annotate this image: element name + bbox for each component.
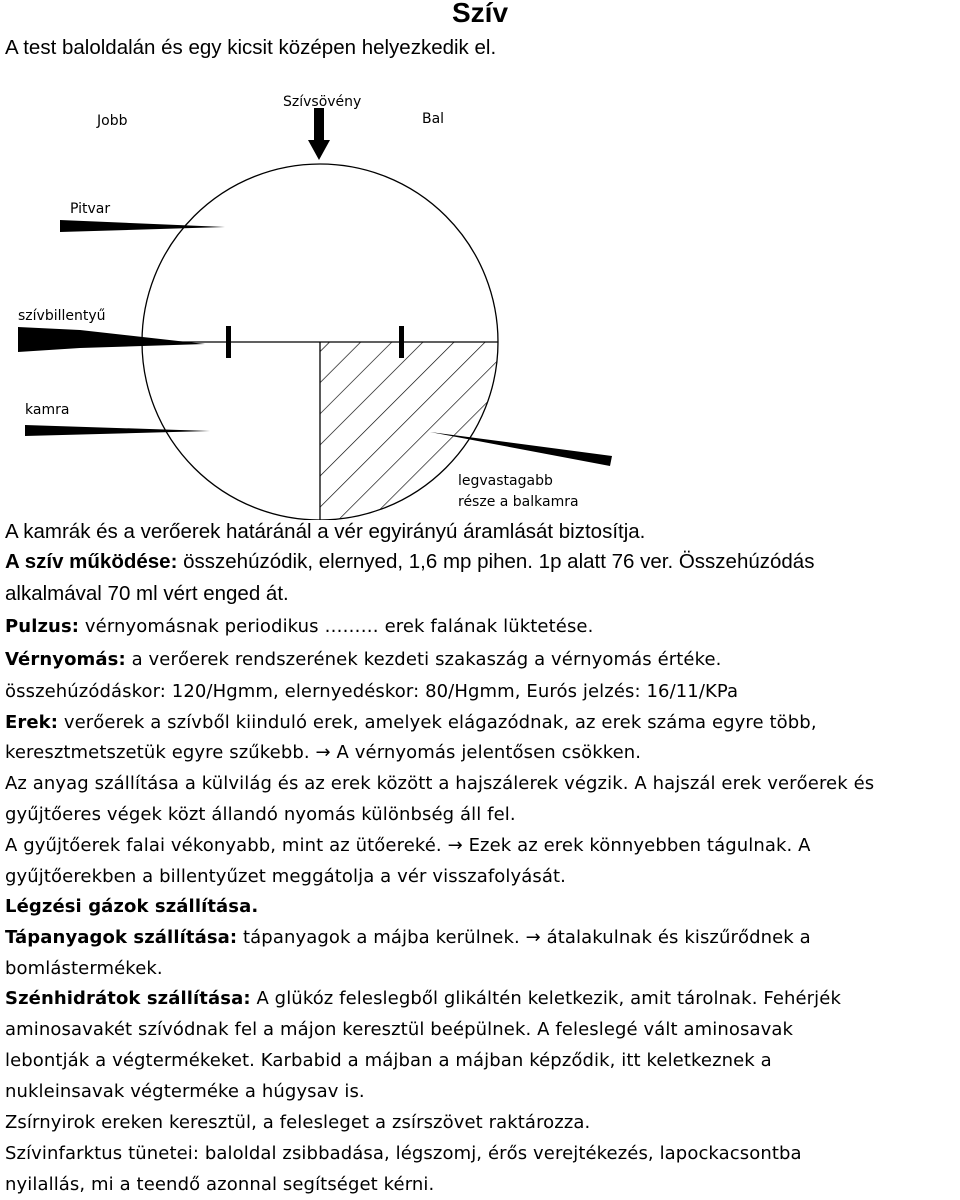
blood-pressure-label: Vérnyomás: [5,649,126,670]
label-pitvar: Pitvar [70,201,111,217]
label-kamra: kamra [25,402,70,418]
page-title: Szív [451,0,509,28]
text-line-18: lebontják a végtermékeket. Karbabid a májban a májban képződik, itt keletkeznek a [5,1050,772,1071]
text-line-14 [5,923,811,953]
pulse-label: Pulzus: [5,616,80,637]
label-szivbillentyu: szívbillentyű [18,308,106,324]
text-line-13: Légzési gázok szállítása. [5,896,259,917]
label-jobb: Jobb [97,113,128,129]
text-line-2 [5,547,814,577]
text-line-9: Az anyag szállítása a külvilág és az erek között a hajszálerek végzik. A hajszál erek verőerek és [5,773,875,794]
text-line-5 [5,645,721,675]
text-line-21: Szívinfarktus tünetei: baloldal zsibbadása, légszomj, érős verejtékezés, lapockacsontba [5,1143,802,1164]
text-line-1: A kamrák és a verőerek határánál a vér egyirányú áramlását biztosítja. [5,520,646,543]
heart-function-label: A szív működése: [5,550,178,573]
valve-arrow [18,327,205,352]
text-line-22: nyilallás, mi a teendő azonnal segítséget kérni. [5,1174,435,1195]
pitvar-arrow [60,220,225,232]
text-line-11: A gyűjtőerek falai vékonyabb, mint az ütőereké. → Ezek az erek könnyebben tágulnak. A [5,835,811,856]
right-valve-mark [226,326,231,358]
left-valve-mark [399,326,404,358]
text-line-20: Zsírnyirok ereken keresztül, a felesleget a zsírszövet raktározza. [5,1112,591,1133]
carbohydrates-text: A glükóz feleslegből glikáltén keletkezik, amit tárolnak. Fehérjék [250,988,841,1009]
label-bal: Bal [422,111,445,127]
text-line-19: nukleinsavak végterméke a húgysav is. [5,1081,365,1102]
text-line-4 [5,612,593,642]
nutrients-text: tápanyagok a májba kerülnek. → átalakulnak és kiszűrődnek a [237,927,811,948]
pulse-text: vérnyomásnak periodikus ……… erek falának lüktetése. [79,616,594,637]
text-line-8: keresztmetszetük egyre szűkebb. → A vérnyomás jelentősen csökken. [5,742,642,763]
intro-line: A test baloldalán és egy kicsit középen helyezkedik el. [5,36,497,59]
text-line-6: összehúzódáskor: 120/Hgmm, elernyedéskor: 80/Hgmm, Eurós jelzés: 16/11/KPa [5,681,739,702]
vessels-text: verőerek a szívből kiinduló erek, amelyek elágazódnak, az erek száma egyre több, [58,712,817,733]
text-line-7 [5,708,817,738]
heart-function-text: összehúzódik, elernyed, 1,6 mp pihen. 1p alatt 76 ver. Összehúzódás [177,550,815,573]
carbohydrates-label: Szénhidrátok szállítása: [5,988,251,1009]
blood-pressure-text: a verőerek rendszerének kezdeti szakaszág a vérnyomás értéke. [125,649,722,670]
septum-arrow [308,108,330,160]
text-line-17: aminosavakét szívódnak fel a májon keresztül beépülnek. A feleslegé vált aminosavak [5,1019,793,1040]
label-szivsoveny: Szívsövény [283,94,362,110]
vessels-label: Erek: [5,712,59,733]
label-legvastagabb-1: legvastagabb [458,473,553,489]
ventricle-arrow [25,425,210,436]
heart-diagram [0,80,620,520]
text-line-10: gyűjtőeres végek közt állandó nyomás különbség áll fel. [5,804,516,825]
text-line-16 [5,984,841,1014]
text-line-12: gyűjtőerekben a billentyűzet meggátolja a vér visszafolyását. [5,866,566,887]
text-line-3: alkalmával 70 ml vért enged át. [5,582,289,605]
nutrients-label: Tápanyagok szállítása: [5,927,238,948]
text-line-15: bomlástermékek. [5,958,163,979]
label-legvastagabb-2: része a balkamra [458,494,579,510]
